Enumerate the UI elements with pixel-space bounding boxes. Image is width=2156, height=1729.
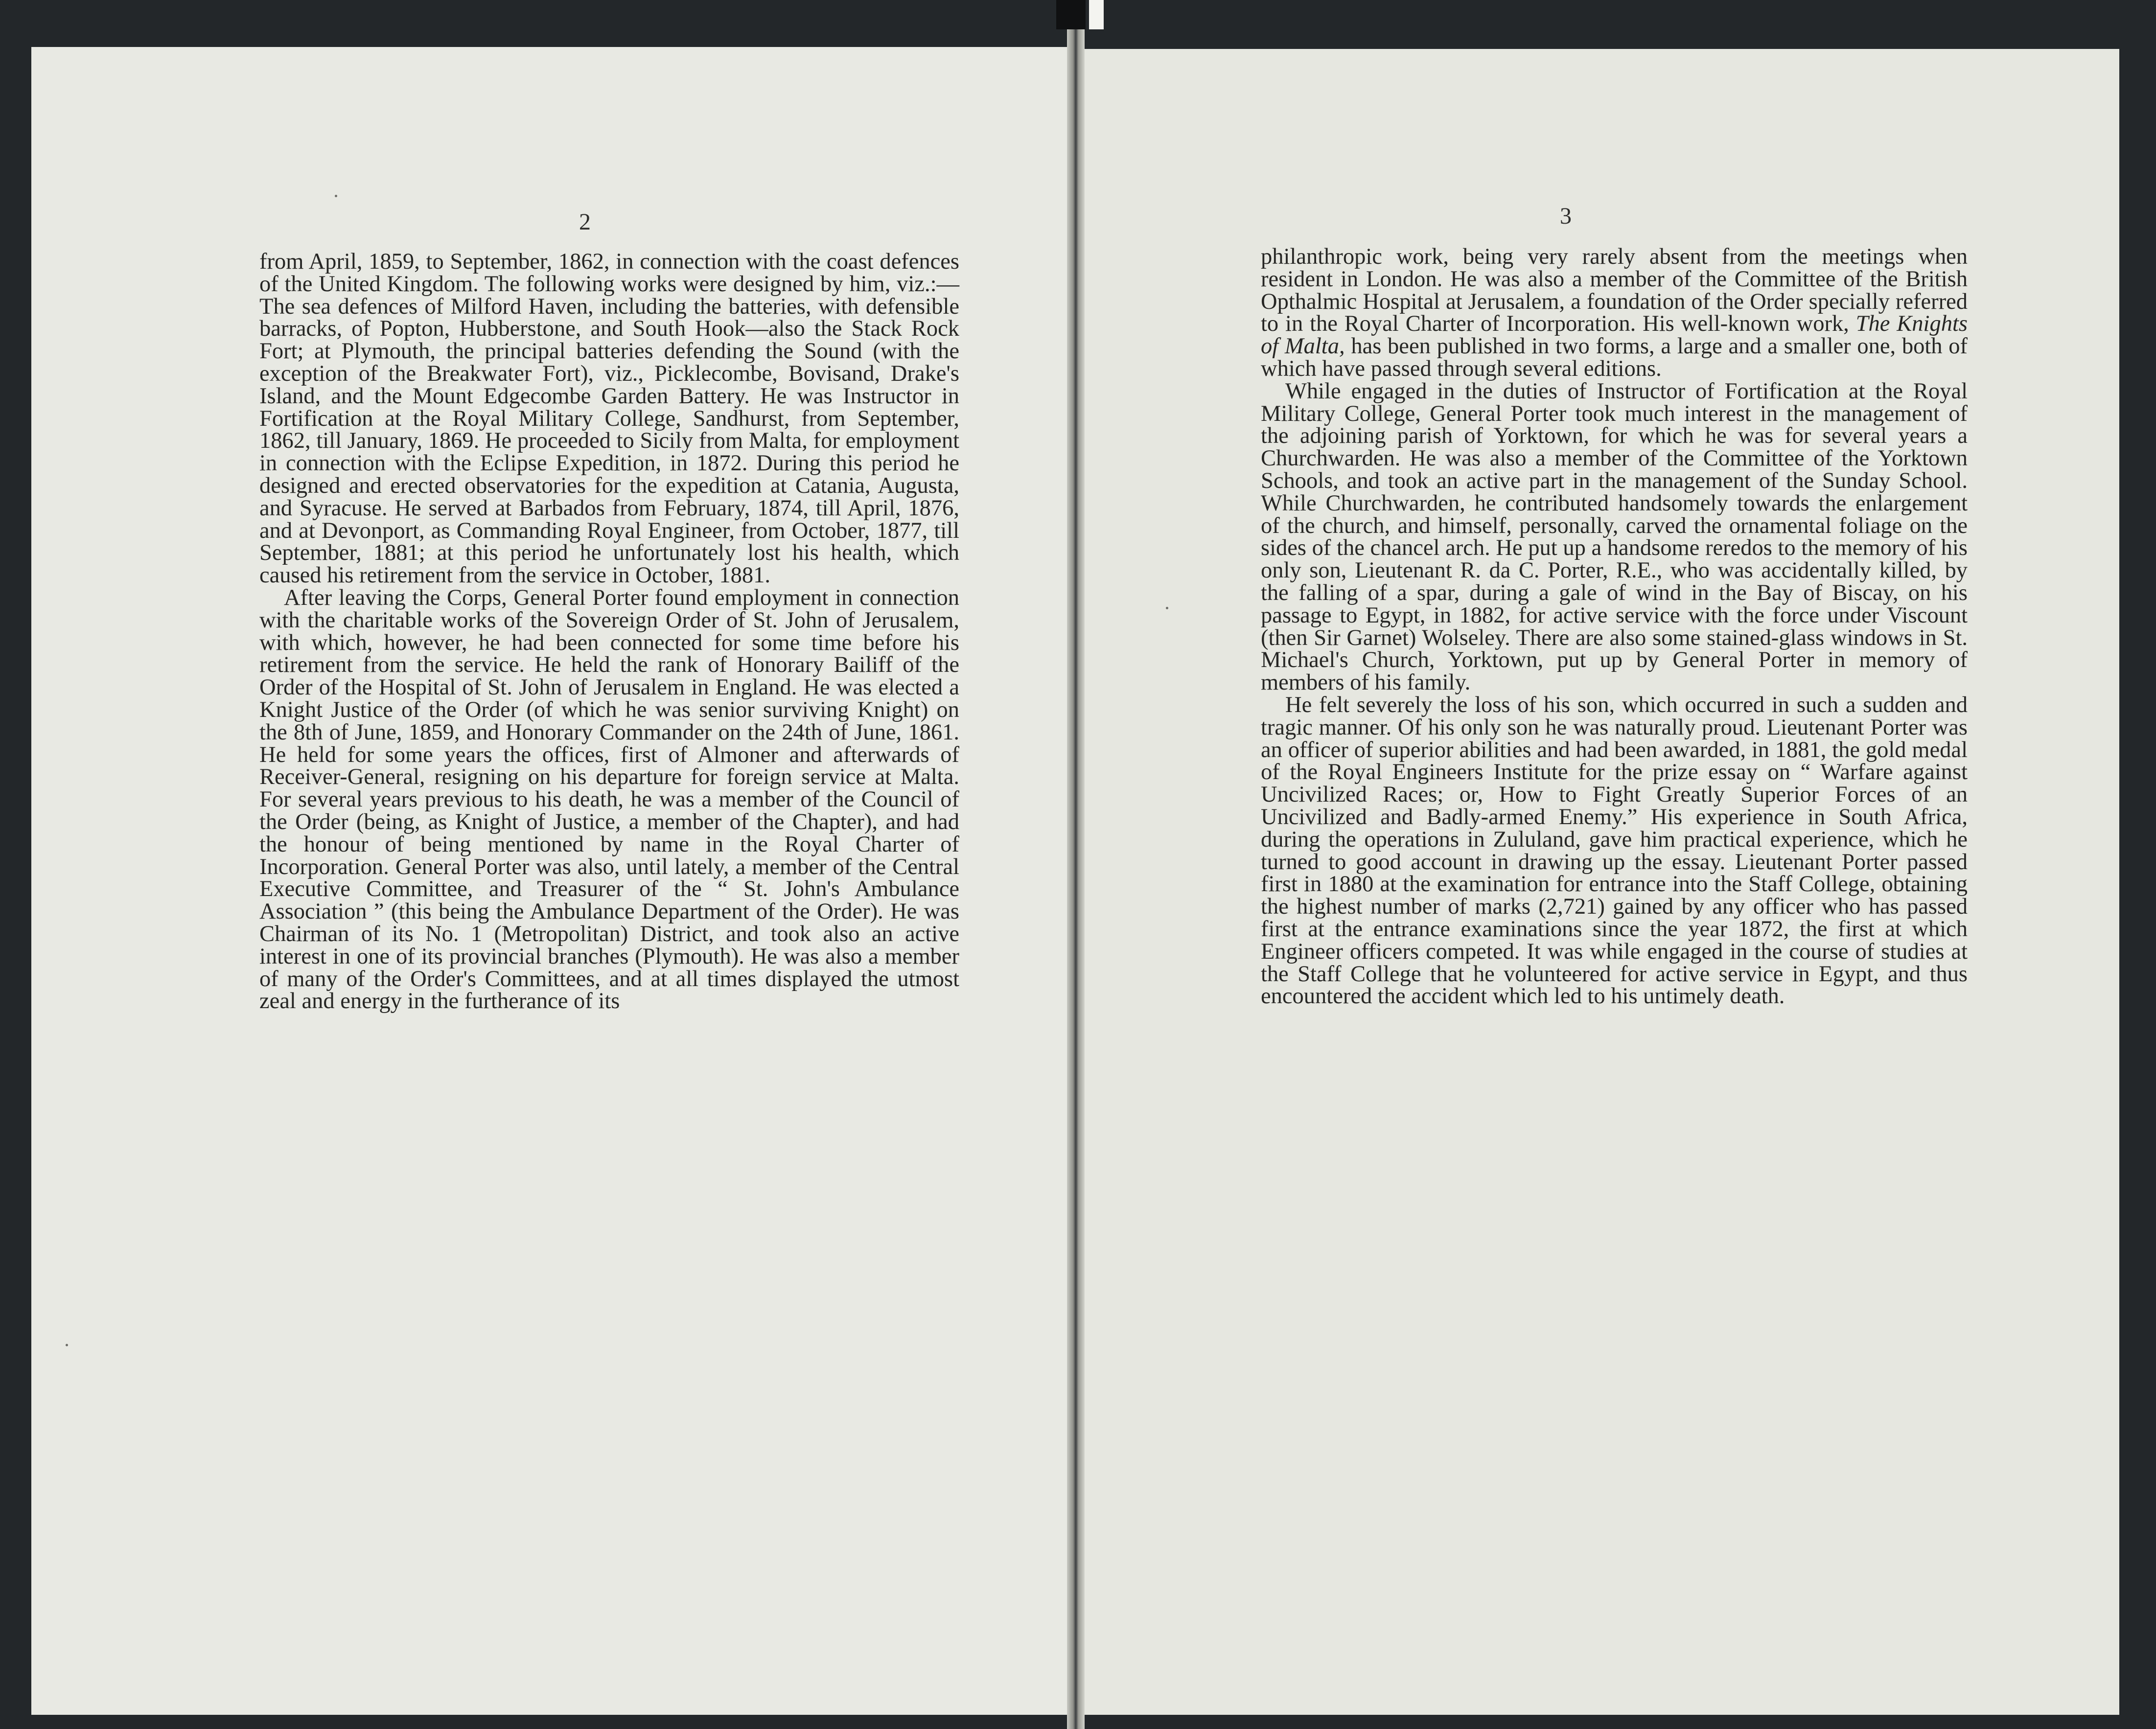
binding-tab xyxy=(1089,0,1104,29)
text-run: philanthropic work, being very rarely absent from the meetings when resident in London. He was also a member of the Committee of the British Opthalmic Hospital at Jerusalem, a foundation of the Order specially referred to in the Royal Charter of Incorporation. His well-known work, xyxy=(1261,244,1968,337)
page-number: 3 xyxy=(1560,203,1572,229)
right-page xyxy=(1081,49,2119,1715)
paper-speck xyxy=(335,195,337,197)
left-page-body xyxy=(259,251,959,1013)
left-page xyxy=(31,47,1070,1715)
page-number: 2 xyxy=(579,209,591,235)
paragraph: He felt severely the loss of his son, which occurred in such a sudden and tragic manner. Of his only son he was naturally proud. Lieutenant Porter was an officer of superior abilities and had been awarded, in 1881, the gold medal of the Royal Engineers Institute for the prize essay on “ Warfare against Uncivilized Races; or, How to Fight Greatly Superior Forces of an Uncivilized and Badly-armed Enemy.” His experience in South Africa, during the operations in Zululand, gave him practical experience, which he turned to good account in drawing up the essay. Lieutenant Porter passed first in 1880 at the examination for entrance into the Staff College, obtaining the highest number of marks (2,721) gained by any officer who has passed first at the entrance examinations since the year 1872, the first at which Engineer officers competed. It was while engaged in the course of studies at the Staff College that he volunteered for active service in Egypt, and thus encountered the accident which led to his untimely death. xyxy=(1261,692,1968,1009)
paragraph: While engaged in the duties of Instructor of Fortification at the Royal Military College, General Porter took much interest in the management of the adjoining parish of Yorktown, for which he was for several years a Churchwarden. He was also a member of the Committee of the Yorktown Schools, and took an active part in the management of the Sunday School. While Churchwarden, he contributed handsomely towards the enlargement of the church, and himself, personally, carved the ornamental foliage on the sides of the chancel arch. He put up a handsome reredos to the memory of his only son, Lieutenant R. da C. Porter, R.E., who was accidentally killed, by the falling of a spar, during a gale of wind in the Bay of Biscay, on his passage to Egypt, in 1882, for active service with the force under Viscount (then Sir Garnet) Wolseley. There are also some stained-glass windows in St. Michael's Church, Yorktown, put up by General Porter in memory of members of his family. xyxy=(1261,378,1968,695)
paper-speck xyxy=(66,1344,68,1346)
text-run: has been published in two forms, a large and a smaller one, both of which have passed through several editions. xyxy=(1261,334,1968,381)
paragraph: from April, 1859, to September, 1862, in connection with the coast defences of the United Kingdom. The following works were designed by him, viz.:—The sea defences of Milford Haven, including the batteries, with defensible barracks, of Popton, Hubberstone, and South Hook—also the Stack Rock Fort; at Plymouth, the principal batteries defending the Sound (with the exception of the Breakwater Fort), viz., Picklecombe, Bovisand, Drake's Island, and the Mount Edgecombe Garden Battery. He was Instructor in Fortification at the Royal Military College, Sandhurst, from September, 1862, till January, 1869. He proceeded to Sicily from Malta, for employment in connection with the Eclipse Expedition, in 1872. During this period he designed and erected observatories for the expedition at Catania, Augusta, and Syracuse. He served at Barbados from February, 1874, till April, 1876, and at Devonport, as Commanding Royal Engineer, from October, 1877, till September, 1881; at this period he unfortunately lost his health, which caused his retirement from the service in October, 1881. xyxy=(259,249,959,588)
paragraph: After leaving the Corps, General Porter found employment in connection with the charitable works of the Sovereign Order of St. John of Jerusalem, with which, however, he had been connected for some time before his retirement from the service. He held the rank of Honorary Bailiff of the Order of the Hospital of St. John of Jerusalem in England. He was elected a Knight Justice of the Order (of which he was senior surviving Knight) on the 8th of June, 1859, and Honorary Commander on the 24th of June, 1861. He held for some years the offices, first of Almoner and afterwards of Receiver-General, resigning on his departure for foreign service at Malta. For several years previous to his death, he was a member of the Council of the Order (being, as Knight of Justice, a member of the Chapter), and had the honour of being mentioned by name in the Royal Charter of Incorporation. General Porter was also, until lately, a member of the Central Executive Committee, and Treasurer of the “ St. John's Ambulance Association ” (this being the Ambulance Department of the Order). He was Chairman of its No. 1 (Metropolitan) District, and took also an active interest in one of its provincial branches (Plymouth). He was also a member of many of the Order's Committees, and at all times displayed the utmost zeal and energy in the furtherance of its xyxy=(259,585,959,1014)
book-title: The Knights of Malta, xyxy=(1261,311,1968,359)
right-page-body xyxy=(1261,246,1968,1008)
paper-speck xyxy=(1166,607,1168,609)
book-gutter xyxy=(1067,0,1085,1729)
paragraph xyxy=(1261,246,1968,380)
binding-clip xyxy=(1056,0,1086,29)
